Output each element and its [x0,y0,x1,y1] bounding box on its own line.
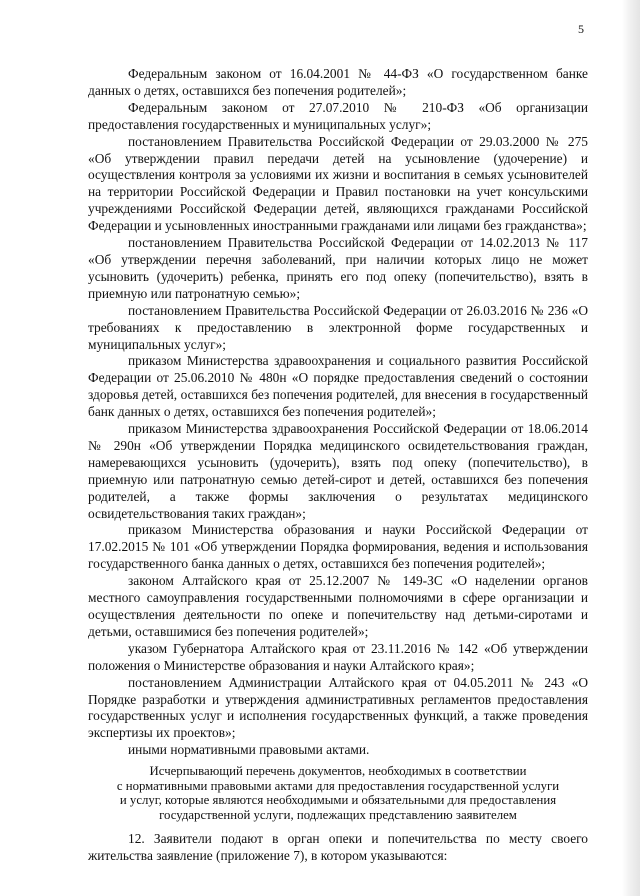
scan-edge-shadow [622,0,640,896]
heading-line: государственной услуги, подлежащих представлению заявителем [159,807,517,822]
paragraph: законом Алтайского края от 25.12.2007 № 149-ЗС «О наделении органов местного самоуправления государственными полномочиями в сфере организации и осуществления деятельности по опеке и попечительству над детьми-сиротами и детьми, оставшимися без попечения родителей»; [88,573,588,639]
heading-line: и услуг, которые являются необходимыми и обязательными для предоставления [119,793,557,808]
paragraph: Федеральным законом от 27.07.2010 № 210-ФЗ «Об организации предоставления государственных и муниципальных услуг»; [88,99,588,132]
paragraph-12: 12. Заявители подают в орган опеки и попечительства по месту своего жительства заявление (приложение 7), в котором указываются: [88,831,588,863]
paragraph: постановлением Правительства Российской Федерации от 29.03.2000 № 275 «Об утверждении правил передачи детей на усыновление (удочерение) и осуществления контроля за условиями их жизни и воспитания в семьях усыновителей на территории Российской Федерации и Правил постановки на учет консульскими учреждениями Российской Федерации детей, являющихся гражданами Российской Федерации и усыновленных иностранными гражданами или лицами без гражданства»; [88,133,588,234]
section-body [88,831,588,865]
legal-basis-list [88,66,588,759]
paragraph: Федеральным законом от 16.04.2001 № 44-ФЗ «О государственном банке данных о детях, оставшихся без попечения родителей»; [88,66,588,98]
paragraph: иными нормативными правовыми актами. [128,742,370,758]
page-number: 5 [578,22,584,36]
paragraph: приказом Министерства здравоохранения и социального развития Российской Федерации от 25.06.2010 № 480н «О порядке предоставления сведений о состоянии здоровья детей, оставшихся без попечения родителей, для внесения в государственный банк данных о детях, оставшихся без попечения родителей»; [88,353,588,420]
paragraph: постановлением Правительства Российской Федерации от 14.02.2013 № 117 «Об утверждении перечня заболеваний, при наличии которых лицо не может усыновить (удочерить) ребенка, принять его под опеку (попечительство), взять в приемную или патронатную семью»; [88,235,588,301]
heading-line: Исчерпывающий перечень документов, необходимых в соответствии [149,764,527,778]
paragraph: приказом Министерства образования и науки Российской Федерации от 17.02.2015 № 101 «Об утверждении Порядка формирования, ведения и использования государственного банка данных о детях, оставшихся без попечения родителей»; [88,522,588,572]
paragraph: постановлением Правительства Российской Федерации от 26.03.2016 № 236 «О требованиях к предоставлению в электронной форме государственных и муниципальных услуг»; [88,302,588,352]
heading-line: с нормативными правовыми актами для предоставления государственной услуги [116,778,560,793]
paragraph: постановлением Администрации Алтайского края от 04.05.2011 № 243 «О Порядке разработки и утверждения административных регламентов предоставления государственных услуг и исполнения государственных функций, а также проведения экспертизы их проектов»; [88,674,588,741]
paragraph: указом Губернатора Алтайского края от 23.11.2016 № 142 «Об утверждении положения о Министерстве образования и науки Алтайского края»; [88,640,588,673]
section-heading [88,764,588,822]
paragraph: приказом Министерства здравоохранения Российской Федерации от 18.06.2014 № 290н «Об утверждении Порядка медицинского освидетельствования граждан, намеревающихся усыновить (удочерить), взять под опеку (попечительство), в приемную или патронатную семью детей-сирот и детей, оставшихся без попечения родителей, а также формы заключения о результатах медицинского освидетельствования таких граждан»; [88,421,588,521]
